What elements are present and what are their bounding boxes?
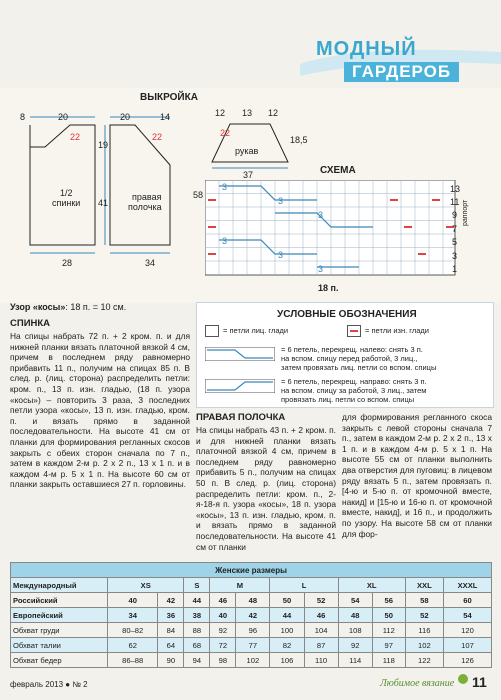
table-row <box>11 593 492 608</box>
row-num-13: 13 <box>450 184 461 194</box>
back-label-1: 1/2 <box>60 188 73 198</box>
dim-20a: 20 <box>58 112 69 122</box>
dim-58: 58 <box>193 190 204 200</box>
front-outline <box>110 125 170 245</box>
pattern-drawing <box>10 105 210 275</box>
yarn-ball-icon <box>458 674 468 684</box>
size-table-title: Женские размеры <box>11 563 492 578</box>
table-cell: 68 <box>184 638 210 653</box>
front-title: ПРАВАЯ ПОЛОЧКА <box>196 412 286 423</box>
size-header-m: M <box>210 578 270 593</box>
front-text-cont: для формирования регланного скоса закрыть с левой стороны сначала 7 п., затем в каждом 2-м р. 2 x 2 п., 13 x 1 п. и в каждом 4-м р. 5 x 1 п. На высоте 55 см от планки выполнить два отверстия для пуговиц: в лицевом ряду вязать 5 п., затем провязать п. [4-ю и 5-ю п. от кромочной вместе, накид] и [15-ю и 16-ю п. от кромочной вместе, накид], и 16 п., и продолжить по узору. На высоте 58 см от планки для фор- <box>342 412 492 539</box>
scheme-width-label: 18 п. <box>318 283 339 293</box>
table-cell: 56 <box>372 593 405 608</box>
row-num-3: 3 <box>452 251 458 261</box>
dim-8: 8 <box>20 112 26 122</box>
back-section <box>10 318 190 490</box>
table-cell: 42 <box>236 608 270 623</box>
table-cell: 54 <box>338 593 372 608</box>
front-section <box>196 412 336 552</box>
banner-line-2: ГАРДЕРОБ <box>344 62 459 82</box>
legend-cable-left-3: затем провязать лиц. петли со вспом. спицы <box>281 363 437 372</box>
table-cell: 107 <box>443 638 491 653</box>
table-row <box>11 608 492 623</box>
cable-left-swatch <box>205 347 275 361</box>
legend-cable-left <box>281 345 436 372</box>
legend-cable-left-1: = 6 петель, перекрещ. налево: снять 3 п. <box>281 345 423 354</box>
table-cell: 64 <box>158 638 184 653</box>
table-cell: 114 <box>338 653 372 668</box>
table-cell: 90 <box>158 653 184 668</box>
front-label-2: полочка <box>128 202 162 212</box>
legend-title: УСЛОВНЫЕ ОБОЗНАЧЕНИЯ <box>277 309 417 320</box>
sleeve-dim-12b: 12 <box>268 108 279 118</box>
size-header-xxxl: XXXL <box>443 578 491 593</box>
legend-box <box>196 302 494 408</box>
dim-22b: 22 <box>152 132 163 142</box>
scheme-title: СХЕМА <box>320 165 356 176</box>
table-cell: 82 <box>270 638 304 653</box>
purl-swatch <box>347 325 361 337</box>
table-cell: 38 <box>184 608 210 623</box>
table-cell: 122 <box>405 653 443 668</box>
table-row <box>11 638 492 653</box>
table-cell: 50 <box>372 608 405 623</box>
gauge-value: : 18 п. = 10 см. <box>65 302 127 312</box>
sleeve-dim-185: 18,5 <box>290 135 308 145</box>
back-title: СПИНКА <box>10 318 51 329</box>
table-cell: 86–88 <box>108 653 158 668</box>
legend-cable-left-2: на вспом. спицу перед работой, 3 лиц., <box>281 354 418 363</box>
row-num-11: 11 <box>450 197 460 207</box>
table-cell: 84 <box>158 623 184 638</box>
table-cell: 46 <box>210 593 236 608</box>
table-cell: 60 <box>443 593 491 608</box>
row-num-5: 5 <box>452 237 458 247</box>
scheme-cell-2: 3 <box>278 196 284 206</box>
table-cell: 44 <box>184 593 210 608</box>
table-cell: 97 <box>372 638 405 653</box>
scheme-cell-4: 3 <box>222 236 228 246</box>
size-header-l: L <box>270 578 338 593</box>
size-header-xl: XL <box>338 578 405 593</box>
table-cell: 120 <box>443 623 491 638</box>
dim-28: 28 <box>62 258 73 268</box>
pattern-title: ВЫКРОЙКА <box>140 92 198 103</box>
scheme-cell-1: 3 <box>222 182 228 192</box>
legend-knit: = петли лиц. глади <box>223 326 289 335</box>
back-label-2: спинки <box>52 198 81 208</box>
front-text: На спицы набрать 43 п. + 2 кром. п. и для нижней планки вязать платочной вязкой 4 см, причем в последнем ряду равномерно прибавить 5 п., получим на спицах 50 п. В след. р. (лиц. сторона) распределить петли: кром. п., 2-я-18-я п. узора «косы», 18 п. узора «косы», 13 п. изн. гладью, кром. п. и вязать прямо в заданной последовательности. На высоте 41 см от планки <box>196 425 336 552</box>
table-cell: 98 <box>210 653 236 668</box>
table-cell: 87 <box>304 638 338 653</box>
rapport-label: раппорт <box>462 199 469 226</box>
row-label: Европейский <box>11 608 108 623</box>
size-header-s: S <box>184 578 210 593</box>
gauge-line <box>10 302 126 313</box>
table-cell: 102 <box>405 638 443 653</box>
row-label: Обхват бедер <box>11 653 108 668</box>
magazine-banner <box>300 34 501 86</box>
table-row <box>11 653 492 668</box>
scheme-grid <box>205 180 465 280</box>
banner-line-1: МОДНЫЙ <box>316 38 417 60</box>
table-cell: 40 <box>108 593 158 608</box>
table-cell: 40 <box>210 608 236 623</box>
legend-purl: = петли изн. глади <box>365 326 429 335</box>
table-cell: 52 <box>304 593 338 608</box>
table-cell: 52 <box>405 608 443 623</box>
row-label: Обхват груди <box>11 623 108 638</box>
dim-34: 34 <box>145 258 156 268</box>
table-cell: 92 <box>338 638 372 653</box>
size-header-xs: XS <box>108 578 184 593</box>
row-num-7: 7 <box>452 224 458 234</box>
table-cell: 42 <box>158 593 184 608</box>
legend-cable-right-3: провязать лиц. петли со вспом. спицы <box>281 395 415 404</box>
sleeve-drawing <box>200 112 300 172</box>
dim-19: 19 <box>98 140 109 150</box>
table-cell: 92 <box>210 623 236 638</box>
table-cell: 58 <box>405 593 443 608</box>
dim-14: 14 <box>160 112 171 122</box>
page-footer <box>0 668 501 700</box>
table-cell: 44 <box>270 608 304 623</box>
table-cell: 104 <box>304 623 338 638</box>
table-row <box>11 578 492 593</box>
knit-swatch <box>205 325 219 337</box>
table-cell: 50 <box>270 593 304 608</box>
legend-cable-right-1: = 6 петель, перекрещ. направо: снять 3 п. <box>281 377 427 386</box>
sleeve-dim-22: 22 <box>220 128 231 138</box>
table-cell: 62 <box>108 638 158 653</box>
table-cell: 72 <box>210 638 236 653</box>
table-cell: 36 <box>158 608 184 623</box>
brand-label: Любимое вязание <box>380 678 455 689</box>
table-cell: 34 <box>108 608 158 623</box>
sleeve-dim-12a: 12 <box>215 108 226 118</box>
page-number: 11 <box>472 674 487 690</box>
row-label: Российский <box>11 593 108 608</box>
table-cell: 108 <box>338 623 372 638</box>
table-cell: 126 <box>443 653 491 668</box>
sleeve-dim-13: 13 <box>242 108 253 118</box>
table-cell: 106 <box>270 653 304 668</box>
sleeve-label: рукав <box>235 146 259 156</box>
dim-22a: 22 <box>70 132 81 142</box>
sleeve-dim-37: 37 <box>243 170 254 180</box>
table-cell: 94 <box>184 653 210 668</box>
back-outline <box>30 125 95 245</box>
table-cell: 110 <box>304 653 338 668</box>
dim-20b: 20 <box>120 112 131 122</box>
table-cell: 102 <box>236 653 270 668</box>
size-table <box>10 562 492 668</box>
table-cell: 116 <box>405 623 443 638</box>
table-cell: 54 <box>443 608 491 623</box>
scheme-cell-5: 3 <box>278 250 284 260</box>
legend-cable-right-2: на вспом. спицу за работой, 3 лиц., затем <box>281 386 427 395</box>
row-num-1: 1 <box>452 264 458 274</box>
back-text: На спицы набрать 72 п. + 2 кром. п. и для нижней планки вязать платочной вязкой 4 см, причем в последнем ряду равномерно прибавить 11 п., получим на спицах 85 п. В след. р. (лиц. сторона) распределить петли: кром. п., 13 п. изн. гладью, (18 п. узора «косы») – повторить 3 раза, 3 последних петли узора «косы», 13 п. изн. гладью, кром. п. и вязать прямо в заданной последовательности. На высоте 41 см от планки для формирования регланных скосов закрыть с обеих сторон сначала по 7 п., затем в каждом 2-м р. 2 x 2 п., 13 x 1 п. и в каждом 4-м р. 5 x 1 п. На высоте 60 см от планки закрыть оставшиеся 27 п. горловины. <box>10 331 190 490</box>
dim-41: 41 <box>98 198 109 208</box>
table-cell: 112 <box>372 623 405 638</box>
table-row <box>11 623 492 638</box>
table-cell: 88 <box>184 623 210 638</box>
front-label-1: правая <box>132 192 162 202</box>
issue-label: февраль 2013 ● № 2 <box>10 680 88 689</box>
table-cell: 46 <box>304 608 338 623</box>
row-num-9: 9 <box>452 210 458 220</box>
table-cell: 77 <box>236 638 270 653</box>
scheme-cell-3: 3 <box>318 210 324 220</box>
table-cell: 118 <box>372 653 405 668</box>
scheme-cell-6: 3 <box>318 264 324 274</box>
size-header-xxl: XXL <box>405 578 443 593</box>
gauge-label: Узор «косы» <box>10 302 66 312</box>
row-label: Обхват талии <box>11 638 108 653</box>
legend-cable-right <box>281 377 427 404</box>
cable-right-swatch <box>205 379 275 393</box>
table-cell: 48 <box>236 593 270 608</box>
table-cell: 100 <box>270 623 304 638</box>
table-cell: 96 <box>236 623 270 638</box>
table-cell: 80–82 <box>108 623 158 638</box>
size-header-label: Международный <box>11 578 108 593</box>
table-cell: 48 <box>338 608 372 623</box>
